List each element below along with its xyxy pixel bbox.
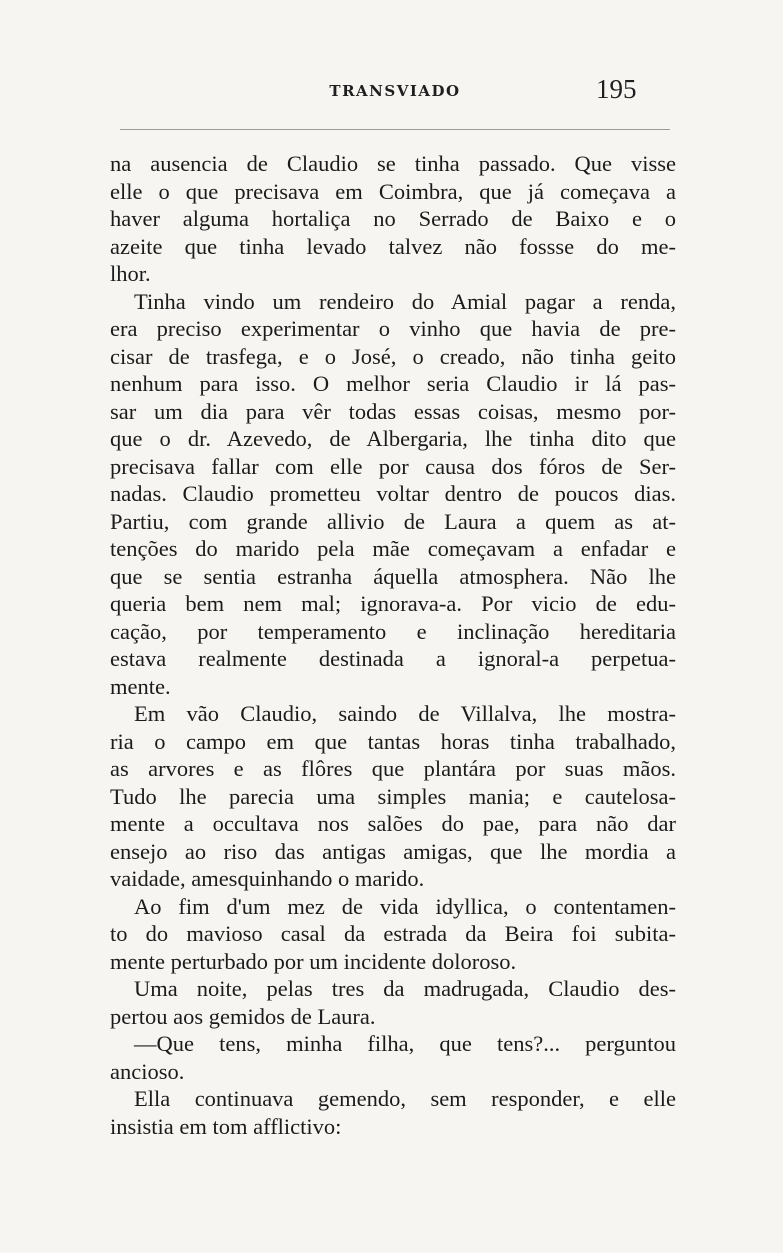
text-line: queria bem nem mal; ignorava-a. Por vicio de edu- (110, 591, 676, 616)
text-line: estava realmente destinada a ignoral-a perpetua- (110, 646, 676, 671)
text-line: —Que tens, minha filha, que tens?... perguntou (134, 1031, 676, 1056)
text-line: Partiu, com grande allivio de Laura a quem as at- (110, 508, 676, 534)
text-line: ensejo ao riso das antigas amigas, que lhe mordia a (110, 838, 676, 864)
text-line: Uma noite, pelas tres da madrugada, Claudio des- (134, 976, 676, 1001)
paragraph (110, 1085, 676, 1140)
header-rule (120, 129, 670, 130)
text-line: mente. (110, 673, 171, 699)
text-line: insistia em tom afflictivo: (110, 1113, 342, 1139)
text-line: Em vão Claudio, saindo de Villalva, lhe mostra- (134, 701, 676, 726)
text-line: Ao fim d'um mez de vida idyllica, o contentamen- (134, 893, 676, 919)
paragraph (110, 893, 676, 976)
text-line: Tudo lhe parecia uma simples mania; e cautelosa- (110, 783, 676, 809)
text-line: lhor. (110, 261, 151, 286)
running-head (0, 74, 783, 114)
text-line: que se sentia estranha áquella atmosphera. Não lhe (110, 563, 676, 589)
text-line: azeite que tinha levado talvez não fossse do me- (110, 233, 676, 259)
text-line: cação, por temperamento e inclinação hereditaria (110, 618, 676, 644)
paragraph (110, 150, 676, 288)
text-line: haver alguma hortaliça no Serrado de Baixo e o (110, 206, 676, 231)
body-text (110, 150, 676, 1140)
page-number: 195 (596, 74, 637, 104)
text-line: nenhum para isso. O melhor seria Claudio ir lá pas- (110, 371, 676, 396)
text-line: nadas. Claudio prometteu voltar dentro de poucos dias. (110, 481, 676, 506)
text-line: era preciso experimentar o vinho que havia de pre- (110, 316, 676, 341)
paragraph (110, 288, 676, 701)
text-line: cisar de trasfega, e o José, o creado, não tinha geito (110, 343, 676, 369)
text-line: mente a occultava nos salões do pae, para não dar (110, 811, 676, 836)
text-line: to do mavioso casal da estrada da Beira foi subita- (110, 921, 676, 946)
text-line: precisava fallar com elle por causa dos fóros de Ser- (110, 453, 676, 479)
text-line: pertou aos gemidos de Laura. (110, 1003, 376, 1029)
paragraph (110, 700, 676, 893)
text-line: elle o que precisava em Coimbra, que já começava a (110, 178, 676, 204)
text-line: tenções do marido pela mãe começavam a enfadar e (110, 536, 676, 561)
text-line: as arvores e as flôres que plantára por suas mãos. (110, 756, 676, 781)
text-line: sar um dia para vêr todas essas coisas, mesmo por- (110, 398, 676, 424)
text-line: vaidade, amesquinhando o marido. (110, 866, 425, 891)
text-line: ancioso. (110, 1058, 185, 1084)
text-line: Ella continuava gemendo, sem responder, e elle (134, 1086, 676, 1111)
running-title: TRANSVIADO (329, 82, 461, 100)
text-line: mente perturbado por um incidente doloroso. (110, 948, 517, 974)
text-line: que o dr. Azevedo, de Albergaria, lhe tinha dito que (110, 426, 676, 451)
text-line: ria o campo em que tantas horas tinha trabalhado, (110, 728, 676, 754)
paragraph (110, 1030, 676, 1085)
text-line: na ausencia de Claudio se tinha passado. Que visse (110, 151, 676, 176)
paragraph (110, 975, 676, 1030)
text-line: Tinha vindo um rendeiro do Amial pagar a renda, (134, 288, 676, 314)
